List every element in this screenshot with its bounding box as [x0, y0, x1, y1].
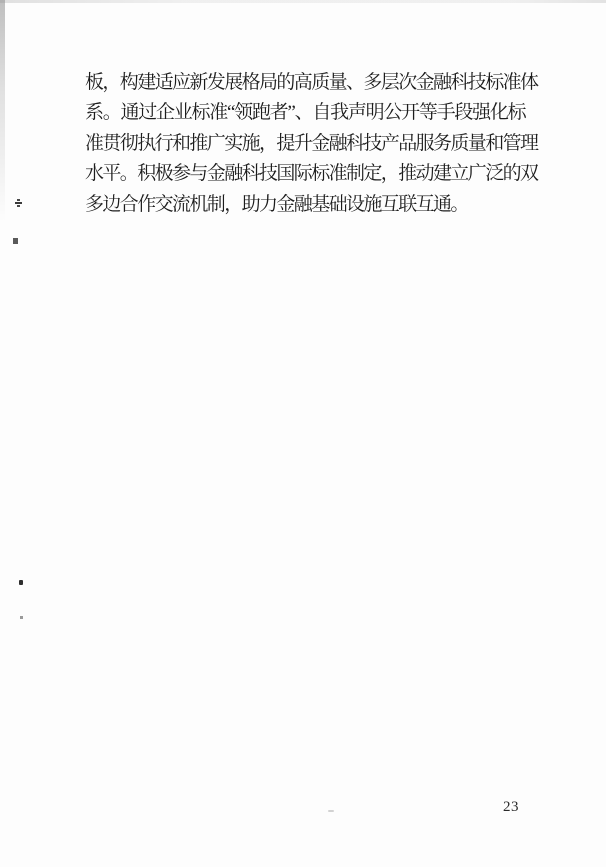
- body-paragraph: [85, 68, 538, 220]
- scan-edge-top-artifact: [0, 0, 606, 3]
- paragraph-line-4: 水平。积极参与金融科技国际标准制定，推动建立广泛的双: [85, 163, 538, 185]
- scan-speck-faint-bottom: [328, 810, 334, 812]
- scan-speck-bar: [15, 202, 22, 204]
- scan-speck-square: [13, 238, 18, 244]
- paragraph-line-2: 系。通过企业标准“领跑者”、自我声明公开等手段强化标: [85, 102, 525, 124]
- scan-edge-left-artifact: [0, 0, 5, 222]
- scan-speck-small-lower: [20, 616, 23, 619]
- scan-speck-dot: [17, 199, 19, 201]
- page-number: 23: [503, 799, 519, 815]
- paragraph-line-1: 板，构建适应新发展格局的高质量、多层次金融科技标准体: [85, 72, 538, 93]
- scan-speck-cross: [15, 198, 22, 207]
- paragraph-line-5: 多边合作交流机制，助力金融基础设施互联互通。: [85, 193, 468, 215]
- paragraph-line-3: 准贯彻执行和推广实施，提升金融科技产品服务质量和管理: [85, 132, 538, 154]
- scan-speck-dot: [17, 205, 19, 207]
- scan-speck-dot-lower: [19, 580, 23, 585]
